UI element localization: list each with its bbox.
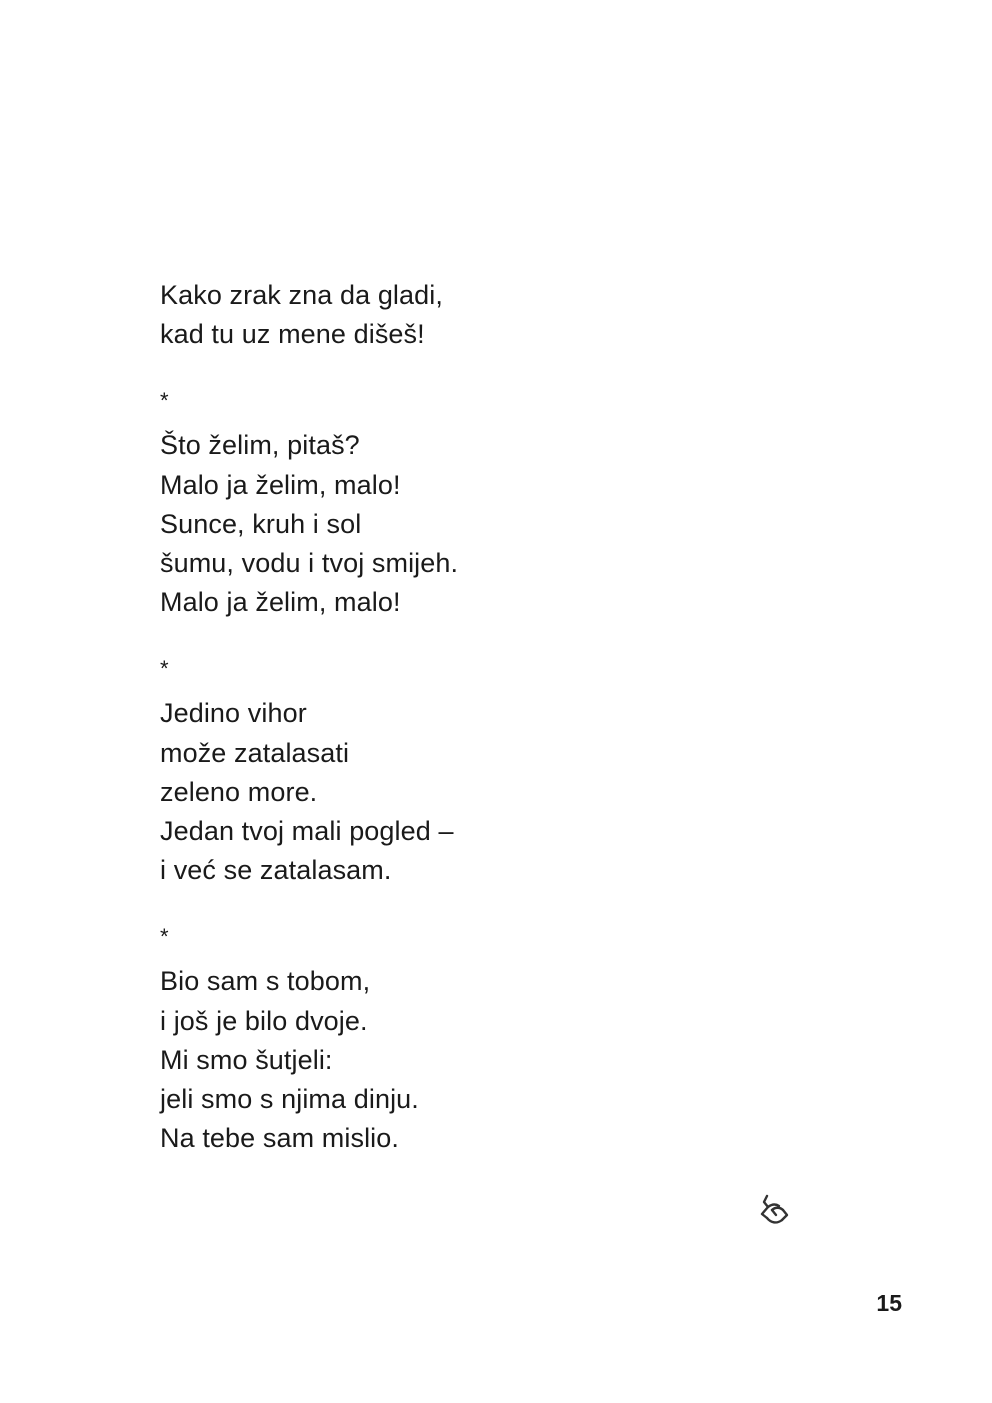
stanza-separator: * <box>160 924 169 950</box>
poem-line: jeli smo s njima dinju. <box>160 1084 419 1115</box>
poem-line: Mi smo šutjeli: <box>160 1044 333 1075</box>
poem-line: šumu, vodu i tvoj smijeh. <box>160 548 459 579</box>
poem-line: i već se zatalasam. <box>160 855 392 886</box>
stanza-4 <box>160 926 680 1158</box>
poem-line: Bio sam s tobom, <box>160 966 371 997</box>
poem-line: Sunce, kruh i sol <box>160 508 362 539</box>
poem-body <box>160 276 680 1158</box>
fleuron-ornament-icon <box>758 1193 792 1227</box>
stanza-separator: * <box>160 656 169 682</box>
poem-line: može zatalasati <box>160 737 350 768</box>
stanza-3 <box>160 658 680 890</box>
stanza-separator: * <box>160 388 169 414</box>
poem-line: zeleno more. <box>160 776 318 807</box>
poem-line: Što želim, pitaš? <box>160 430 360 461</box>
page-number: 15 <box>876 1290 902 1316</box>
poem-line: Na tebe sam mislio. <box>160 1123 399 1154</box>
poem-line: i još je bilo dvoje. <box>160 1005 368 1036</box>
stanza-2 <box>160 390 680 622</box>
poem-line: Jedino vihor <box>160 698 307 729</box>
poem-line: kad tu uz mene dišeš! <box>160 319 425 350</box>
poem-line: Malo ja želim, malo! <box>160 469 401 500</box>
poem-line: Malo ja želim, malo! <box>160 587 401 618</box>
poem-line: Kako zrak zna da gladi, <box>160 280 443 310</box>
stanza-1 <box>160 276 680 354</box>
poem-line: Jedan tvoj mali pogled – <box>160 816 454 847</box>
